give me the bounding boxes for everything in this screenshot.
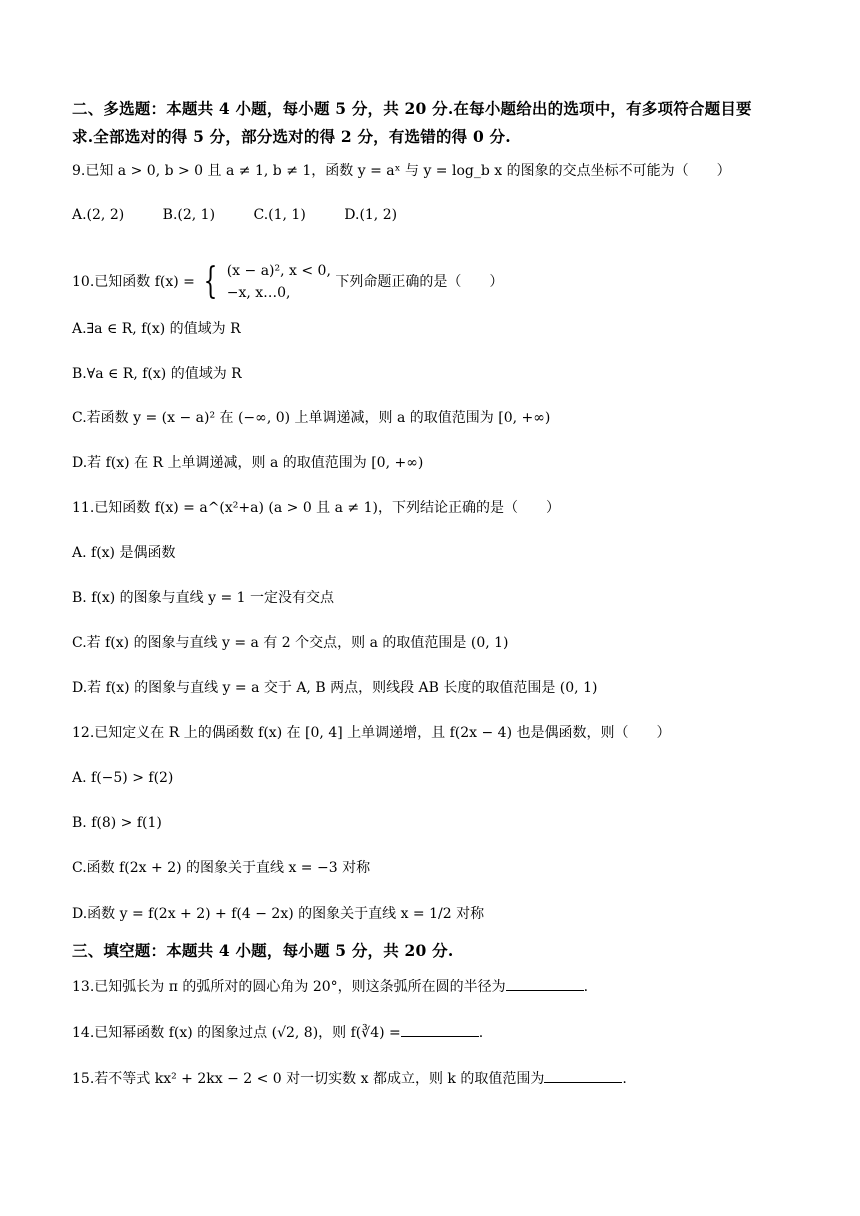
question-10-stem xyxy=(72,260,503,304)
q10-case-2: −x, x…0, xyxy=(226,285,291,301)
q11-option-c: C.若 f(x) 的图象与直线 y = a 有 2 个交点，则 a 的取值范围是 (0, 1) xyxy=(72,635,509,651)
q14-end: . xyxy=(478,1025,484,1041)
q12-option-b: B. f(8) > f(1) xyxy=(72,815,162,831)
question-14 xyxy=(72,1022,483,1044)
q12-option-d: D.函数 y = f(2x + 2) + f(4 − 2x) 的图象关于直线 x = 1/2 对称 xyxy=(72,906,485,922)
question-15: 15.若不等式 kx² + 2kx − 2 < 0 对一切实数 x 都成立，则 k 的取值范围为 . xyxy=(72,1068,627,1090)
question-9-options xyxy=(72,204,431,226)
q14-stem: 14.已知幂函数 f(x) 的图象过点 (√2, 8)，则 f(∛4) = xyxy=(72,1025,401,1041)
q10-option-a: A.∃a ∈ R, f(x) 的值域为 R xyxy=(72,321,241,337)
section-2-heading-line-2: 求.全部选对的得 5 分，部分选对的得 2 分，有选错的得 0 分. xyxy=(72,127,511,146)
q10-piecewise-cases xyxy=(227,260,331,304)
q10-option-d: D.若 f(x) 在 R 上单调递减，则 a 的取值范围为 [0, +∞) xyxy=(72,455,424,471)
q10-option-c: C.若函数 y = (x − a)² 在 (−∞, 0) 上单调递减，则 a 的取值范围为 [0, +∞) xyxy=(72,410,551,426)
q15-stem: 15.若不等式 kx² + 2kx − 2 < 0 对一切实数 x 都成立，则 k 的取值范围为 xyxy=(72,1071,545,1087)
q11-option-b: B. f(x) 的图象与直线 y = 1 一定没有交点 xyxy=(72,590,334,606)
q9-option-b: B.(2, 1) xyxy=(162,207,216,223)
q9-option-c: C.(1, 1) xyxy=(253,207,306,223)
q10-stem-suffix: 下列命题正确的是（ ） xyxy=(335,274,504,290)
q10-case-1: (x − a)², x < 0, xyxy=(226,263,331,279)
q10-piecewise-brace: { xyxy=(203,261,218,302)
question-13: 13.已知弧长为 π 的弧所对的圆心角为 20°，则这条弧所在圆的半径为 . xyxy=(72,976,588,998)
q13-answer-blank[interactable] xyxy=(506,976,584,991)
q12-option-a: A. f(−5) > f(2) xyxy=(72,770,174,786)
section-2-heading-line-1: 二、多选题：本题共 4 小题，每小题 5 分，共 20 分.在每小题给出的选项中，有多项符合题目要 xyxy=(72,99,752,118)
q11-option-d: D.若 f(x) 的图象与直线 y = a 交于 A, B 两点，则线段 AB 长度的取值范围是 (0, 1) xyxy=(72,680,598,696)
q9-option-d: D.(1, 2) xyxy=(344,207,398,223)
q10-option-b: B.∀a ∈ R, f(x) 的值域为 R xyxy=(72,366,242,382)
q14-answer-blank[interactable] xyxy=(401,1022,479,1037)
question-12-stem: 12.已知定义在 R 上的偶函数 f(x) 在 [0, 4] 上单调递增，且 f(2x − 4) 也是偶函数，则（ ） xyxy=(72,725,671,741)
q13-stem: 13.已知弧长为 π 的弧所对的圆心角为 20°，则这条弧所在圆的半径为 xyxy=(72,979,506,995)
q11-option-a: A. f(x) 是偶函数 xyxy=(72,545,176,561)
question-11-stem: 11.已知函数 f(x) = a^(x²+a) (a > 0 且 a ≠ 1)，下列结论正确的是（ ） xyxy=(72,500,560,516)
q9-option-a: A.(2, 2) xyxy=(72,207,125,223)
q15-answer-blank[interactable] xyxy=(544,1068,622,1083)
q12-option-c: C.函数 f(2x + 2) 的图象关于直线 x = −3 对称 xyxy=(72,860,371,876)
q10-stem-prefix: 10.已知函数 f(x) = xyxy=(72,274,195,290)
section-3-heading: 三、填空题：本题共 4 小题，每小题 5 分，共 20 分. xyxy=(72,941,454,960)
question-9-stem: 9.已知 a > 0, b > 0 且 a ≠ 1, b ≠ 1，函数 y = aˣ 与 y = log_b x 的图象的交点坐标不可能为（ ） xyxy=(72,163,731,179)
